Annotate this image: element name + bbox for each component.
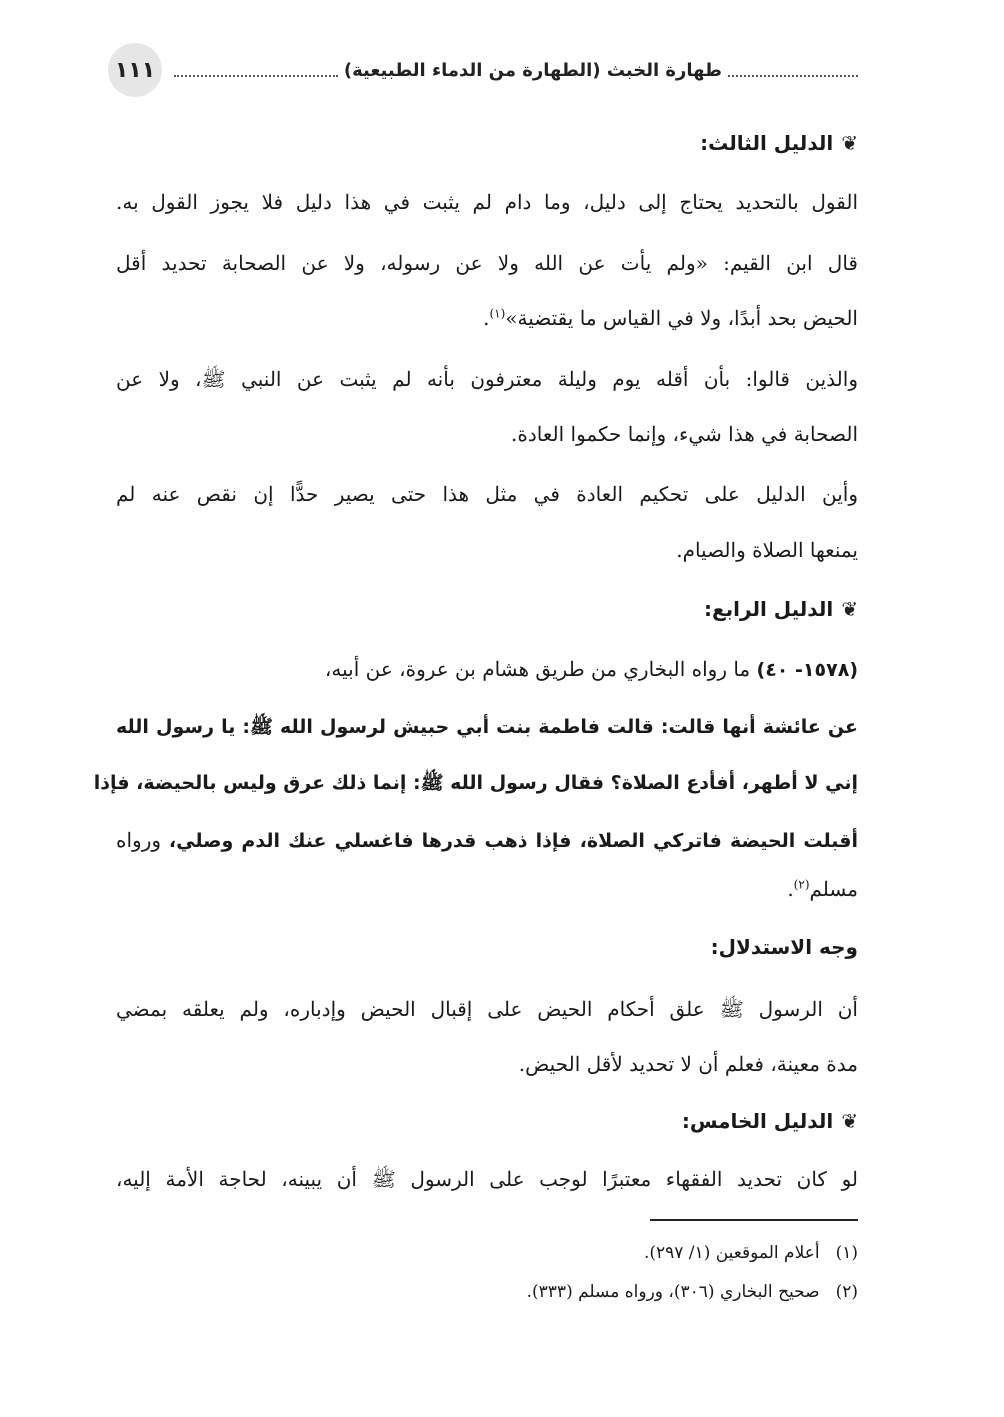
footnote-number: (١) — [835, 1243, 858, 1263]
footnote-ref: (٢) — [793, 877, 810, 892]
heading-inference: وجه الاستدلال: — [710, 935, 858, 959]
hadith-text: أقبلت الحيضة فاتركي الصلاة، فإذا ذهب قدرها فاغسلي عنك الدم وصلي، — [168, 830, 859, 852]
heading-third-evidence — [700, 128, 858, 158]
footnote-text: أعلام الموقعين (١/ ٢٩٧). — [643, 1243, 820, 1263]
paragraph-line: الصحابة في هذا شيء، وإنما حكموا العادة. — [511, 422, 858, 446]
paragraph-line: مدة معينة، فعلم أن لا تحديد لأقل الحيض. — [518, 1052, 858, 1076]
heading-fourth-evidence — [704, 594, 858, 624]
paragraph-line: أن الرسول ﷺ علق أحكام الحيض على إقبال الحيض وإدباره، ولم يعلقه بمضي — [116, 997, 858, 1021]
paragraph-line: قال ابن القيم: «ولم يأت عن الله ولا عن رسوله، ولا عن الصحابة تحديد أقل — [116, 251, 858, 275]
footnote-ref: (١) — [489, 306, 506, 321]
leaf-marker-icon: ❦ — [841, 1109, 858, 1133]
footnote-2 — [527, 1279, 858, 1305]
header-dotted-leader-right — [728, 75, 858, 77]
heading-text: الدليل الثالث: — [700, 131, 834, 155]
leaf-marker-icon: ❦ — [841, 131, 858, 155]
paragraph-line: وأين الدليل على تحكيم العادة في مثل هذا حتى يصير حدًّا إن نقص عنه لم — [116, 482, 858, 506]
footnote-number: (٢) — [835, 1282, 858, 1302]
page-number: ١١١ — [108, 43, 162, 97]
hadith-line — [787, 874, 858, 904]
heading-text: الدليل الخامس: — [681, 1109, 834, 1133]
header-title: طهارة الخبث (الطهارة من الدماء الطبيعية) — [343, 59, 722, 81]
header-dotted-leader — [174, 75, 338, 77]
hadith-intro — [325, 654, 858, 685]
footnote-1 — [644, 1240, 858, 1266]
heading-fifth-evidence — [682, 1106, 858, 1136]
hadith-chain: ما رواه البخاري من طريق هشام بن عروة، عن أبيه، — [324, 657, 751, 681]
paragraph-line: لو كان تحديد الفقهاء معتبرًا لوجب على الرسول ﷺ أن يبينه، لحاجة الأمة إليه، — [116, 1167, 858, 1191]
hadith-text: مسلم — [809, 877, 858, 901]
heading-text: الدليل الرابع: — [703, 597, 834, 621]
hadith-text: ورواه — [116, 828, 169, 852]
leaf-marker-icon: ❦ — [841, 597, 858, 621]
punctuation: . — [787, 877, 794, 901]
running-header — [108, 42, 858, 98]
footnote-separator — [650, 1219, 858, 1221]
punctuation: . — [483, 306, 490, 330]
paragraph-line: والذين قالوا: بأن أقله يوم وليلة معترفون بأنه لم يثبت عن النبي ﷺ، ولا عن — [116, 367, 858, 391]
paragraph-line: يمنعها الصلاة والصيام. — [676, 538, 858, 562]
hadith-line: إني لا أطهر، أفأدع الصلاة؟ فقال رسول الله ﷺ: إنما ذلك عرق وليس بالحيضة، فإذا — [93, 772, 858, 794]
hadith-number: (١٥٧٨- ٤٠) — [756, 659, 858, 681]
paragraph-line — [483, 303, 858, 333]
hadith-line — [116, 825, 858, 856]
paragraph-line: القول بالتحديد يحتاج إلى دليل، وما دام لم يثبت في هذا دليل فلا يجوز القول به. — [116, 190, 858, 214]
footnote-text: صحيح البخاري (٣٠٦)، ورواه مسلم (٣٣٣). — [526, 1282, 820, 1302]
paragraph-text: الحيض بحد أبدًا، ولا في القياس ما يقتضية» — [505, 306, 858, 330]
hadith-line: عن عائشة أنها قالت: قالت فاطمة بنت أبي حبيش لرسول الله ﷺ: يا رسول الله — [116, 716, 858, 738]
